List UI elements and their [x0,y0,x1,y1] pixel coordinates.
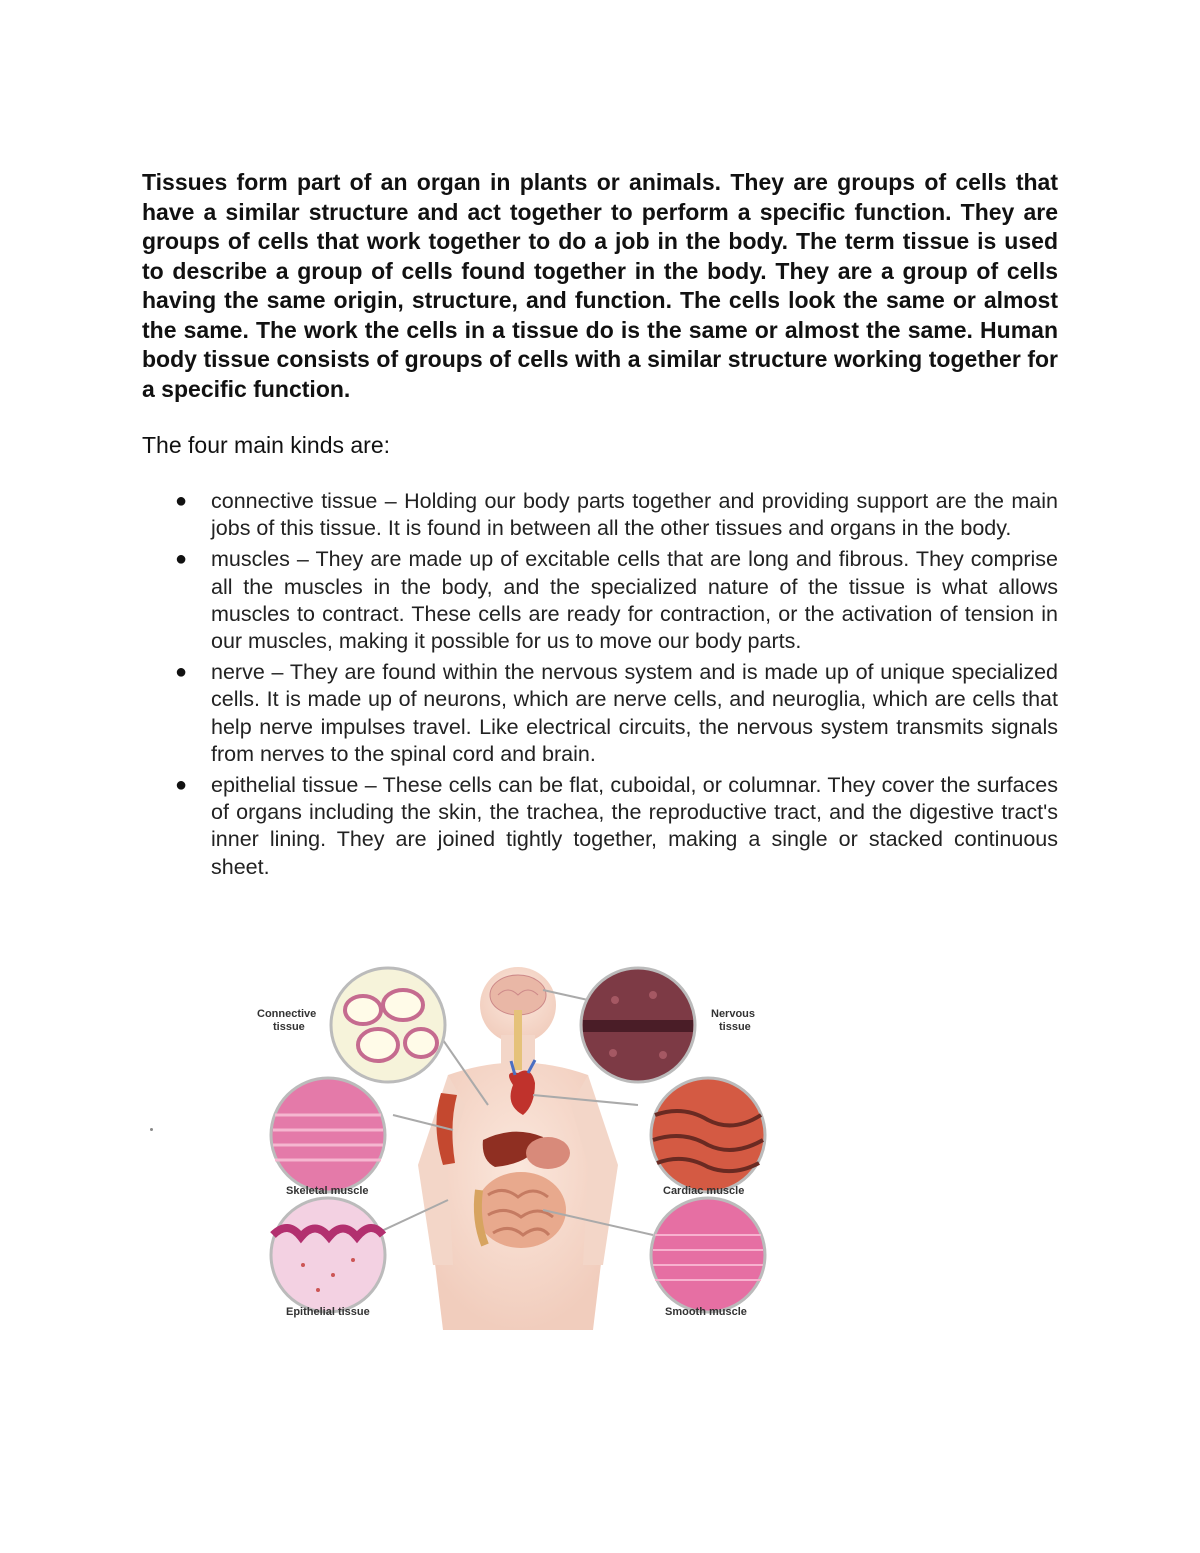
label-connective-1: Connective [257,1008,317,1020]
epithelial-tissue-circle [271,1198,385,1312]
kinds-list [142,488,1058,885]
list-item [142,659,1058,768]
label-nervous-2: tissue [719,1021,751,1033]
intro-text: form part of an organ in plants or animals. They are groups of cells that have a similar structure and act together to perform a specific function. They are groups of cells that work together to do a job in the body. The term tissue is used to describe a group of cells found together in the body. They are a group of cells having the same origin, structure, and function. The cells look the same or almost the same. The work the cells in a tissue do is the same or almost the same. Human body tissue consists of groups of cells with a similar structure working together for a specific function. [142,169,1058,402]
label-connective-2: tissue [273,1021,305,1033]
label-nervous-1: Nervous [711,1008,756,1020]
label-cardiac: Cardiac muscle [663,1185,745,1197]
kind-muscles-text: muscles – They are made up of excitable cells that are long and fibrous. They comprise all the muscles in the body, and the specialized nature of the tissue is what allows muscles to contract. These cells are ready for contraction, or the activation of tension in our muscles, making it possible for us to move our body parts. [211,547,1058,654]
kind-epithelial-text: epithelial tissue – These cells can be flat, cuboidal, or columnar. They cover the surfaces of organs including the skin, the trachea, the reproductive tract, and the digestive tract's inner lining. They are joined tightly together, making a single or stacked continuous sheet. [211,773,1058,879]
intro-paragraph [142,168,1058,404]
intro-lead: Tissues [142,169,228,195]
bullet-icon: ● [175,490,188,512]
label-epithelial: Epithelial tissue [286,1306,370,1318]
bullet-icon: ● [175,661,188,684]
bullet-icon: ● [175,774,188,797]
nervous-tissue-circle [581,968,695,1082]
tissues-illustration [243,965,803,1330]
cardiac-muscle-circle [651,1078,765,1192]
label-skeletal: Skeletal muscle [286,1185,369,1197]
connective-tissue-circle [331,968,445,1082]
list-item [142,546,1058,655]
bullet-icon: ● [175,548,188,571]
skeletal-muscle-circle [271,1078,385,1192]
kind-connective-text: connective tissue – Holding our body parts together and providing support are the main jobs of this tissue. It is found in between all the other tissues and organs in the body. [211,489,1058,541]
tissues-figure [243,965,803,1330]
kinds-heading: The four main kinds are: [142,432,391,458]
label-smooth: Smooth muscle [665,1306,747,1318]
stray-mark [150,1128,153,1131]
smooth-muscle-circle [651,1198,765,1312]
list-item [142,772,1058,881]
kind-nerve-text: nerve – They are found within the nervous system and is made up of unique specialized cells. It is made up of neurons, which are nerve cells, and neuroglia, which are cells that help nerve impulses travel. Like electrical circuits, the nervous system transmits signals from nerves to the spinal cord and brain. [211,660,1058,766]
list-item [142,488,1058,542]
